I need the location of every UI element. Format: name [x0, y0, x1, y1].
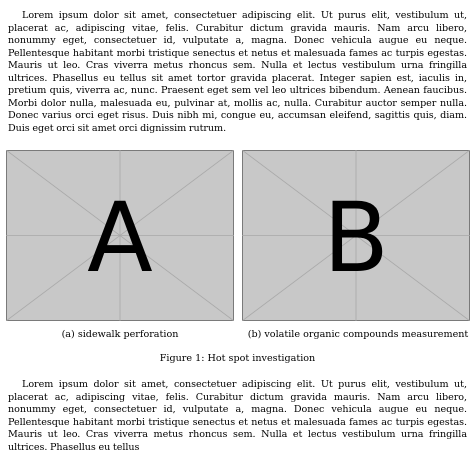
subfigure-a: [6, 150, 234, 340]
subfigure-caption-a: (a) sidewalk perforation: [61, 329, 179, 340]
body-paragraph-bottom: Lorem ipsum dolor sit amet, consectetuer adipiscing elit. Ut purus elit, vestibulum ut, placerat ac, adipiscing vitae, felis. Curabitur dictum gravida mauris. Nam arcu libero, nonummy eget, consectetuer id, vulputate a, magna. Donec vehicula augue eu neque. Pellentesque habitant morbi tristique senectus et netus et malesuada fames ac turpis egestas. Mauris ut leo. Cras viverra metus rhoncus sem. Nulla et lectus vestibulum urna fringilla ultrices. Phasellus eu tellus: [8, 379, 467, 453]
placeholder-letter-b: B: [323, 182, 389, 294]
placeholder-letter-a: A: [87, 182, 153, 294]
figure-caption: Figure 1: Hot spot investigation: [159, 353, 316, 364]
figure: [6, 150, 469, 370]
placeholder-image-a: [6, 150, 234, 321]
placeholder-image-b: [242, 150, 470, 321]
subfigure-b: [242, 150, 470, 340]
subfigure-caption-b: (b) volatile organic compounds measurement: [247, 329, 469, 340]
body-paragraph-top: Lorem ipsum dolor sit amet, consectetuer adipiscing elit. Ut purus elit, vestibulum ut, placerat ac, adipiscing vitae, felis. Curabitur dictum gravida mauris. Nam arcu libero, nonummy eget, consectetuer id, vulputate a, magna. Donec vehicula augue eu neque. Pellentesque habitant morbi tristique senectus et netus et malesuada fames ac turpis egestas. Mauris ut leo. Cras viverra metus rhoncus sem. Nulla et lectus vestibulum urna fringilla ultrices. Phasellus eu tellus sit amet tortor gravida placerat. Integer sapien est, iaculis in, pretium quis, viverra ac, nunc. Praesent eget sem vel leo ultrices bibendum. Aenean faucibus. Morbi dolor nulla, malesuada eu, pulvinar at, mollis ac, nulla. Curabitur auctor semper nulla. Donec varius orci eget risus. Duis nibh mi, congue eu, accumsan eleifend, sagittis quis, diam. Duis eget orci sit amet orci dignissim rutrum.: [8, 10, 467, 134]
